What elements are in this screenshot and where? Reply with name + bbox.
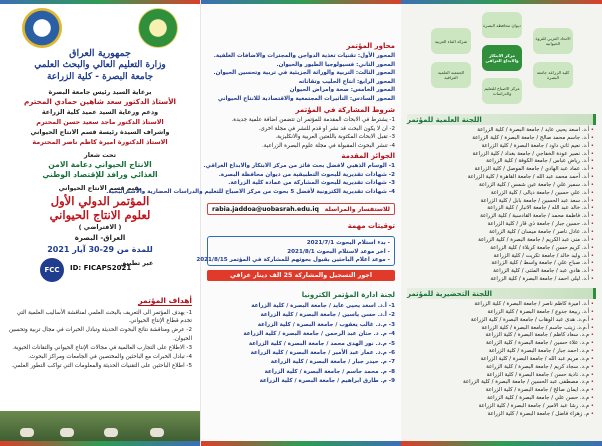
committee-member: 1- أ.د. اسعد يحيى عايد / جامعة البصرة / كلية الزراعة	[251, 303, 395, 309]
axis-item: المحور الثالث: التربية والوراثة الجزيئية في تربية وتحسين الحيوان.	[213, 70, 395, 77]
objective-item: 4- تبادل الخبرات مع الباحثين والمختصين في الجامعات ومراكز البحوث.	[28, 354, 192, 361]
committee-member: • أ.د. اسعد يحيى عايد / جامعة البصرة / كلية الزراعة	[409, 127, 594, 135]
contact-label: للاستفسار والمراسلة	[324, 205, 390, 213]
bottom-ribbon	[201, 441, 401, 446]
committee-member: • م.د. سعاد كاظم / جامعة البصرة / كلية الزراعة	[409, 332, 594, 340]
axes-title: محاور المؤتمر	[346, 42, 395, 50]
patronage-line: الاستاذ الدكتور ماجد سعيد حسن المحترم	[36, 118, 164, 126]
preparatory-committee-title: اللجنة التحضيرية للمؤتمر	[407, 288, 596, 299]
committee-member: • أ.م.د. زينب جاسم / جامعة البصرة / كلية الزراعة	[409, 325, 594, 333]
committee-member: • أ.د. ليلى احمد / جامعة البصرة / كلية الزراعة	[409, 276, 594, 284]
dates-title: توقيتات مهمة	[347, 222, 395, 230]
committee-member: • أ.د. علي حسين / جامعة ديالى / كلية الزراعة	[409, 190, 594, 198]
platform-label: عبر تطبيق	[120, 259, 154, 267]
award-item: 4- شهادات تقديرية الكترونية لأفضل 5 بحوث من مركز الاصباح للتعليم والدراسات الحضارية والاستراتيجية.	[106, 188, 395, 195]
objective-item: 2- عرض ومناقشة نتائج البحوث الحديثة وتبادل الخبرات في مجال تربية وتحسين الحيوان.	[8, 327, 192, 342]
objective-item: 1- يهدف المؤتمر الى التعريف بالبحث العلمي لمناقشة الأساليب العلمية التي تخدم قطاع الإنتاج الحيواني.	[16, 310, 192, 325]
committee-member: • أ.د. اميرة كاظم ناصر / جامعة البصرة / كلية الزراعة	[409, 301, 594, 309]
committee-member: • م.د. نادية حسن / جامعة البصرة / كلية الزراعة	[409, 372, 594, 380]
organizer: يقيم قسم الانتاج الحيواني	[58, 184, 142, 192]
partner-hex: الجمعية العلمية العراقية	[431, 62, 471, 88]
ministry-title: وزارة التعليم العالي والبحث العلمي	[34, 60, 166, 70]
conference-title: المؤتمر الدولي الأول	[50, 194, 150, 208]
patronage-line: واشراف السيدة رئيسة قسم الانتاج الحيواني	[30, 128, 170, 136]
top-ribbon	[201, 0, 401, 4]
committee-member: • أ.د. نصير عودة الخفاجي / جامعة بغداد / كلية الزراعة	[409, 151, 594, 159]
partner-hex: شركة الماء العربية	[431, 28, 471, 54]
committee-member: • أ.د. سمير علي / جامعة عين شمس / كلية الزراعة	[409, 182, 594, 190]
e-committee-title: لجنة ادارة المؤتمر الكترونيا	[301, 291, 395, 299]
top-ribbon	[0, 0, 200, 4]
award-item: 3- شهادات تقديرية للبحوث المشاركة من عمادة كلية الزراعة.	[228, 180, 395, 187]
committee-member: • أ.د. فاطمة محمد / جامعة القادسية / كلية الزراعة	[409, 213, 594, 221]
committee-member: • أ.د. منى عبد الكريم / جامعة البصرة / كلية الزراعة	[409, 237, 594, 245]
patronage-line: الأستاذ الدكتور سعد شاهين حمادي المحترم	[23, 97, 177, 106]
cow-icon	[150, 428, 164, 437]
committee-member: • أ.د. وليد خالد / جامعة تكريت / كلية الزراعة	[409, 253, 594, 261]
cow-icon	[60, 428, 74, 437]
bottom-ribbon	[401, 441, 602, 446]
fcc-logo-icon: FCC	[40, 258, 64, 282]
committee-member: • أ.د. جاسم محمد صالح / جامعة البصرة / كلية الزراعة	[409, 135, 594, 143]
registration-fee-banner: اجور التسجيل والمشاركة 25 الف دينار عراقي	[207, 270, 395, 281]
scientific-committee-list	[409, 127, 594, 284]
committee-member: • أ.د. عادل ناصر / جامعة ميسان / كلية الزراعة	[409, 229, 594, 237]
objective-item: 3- الاطلاع على التجارب العالمية في مجالات الإنتاج الحيواني والتقانات الحيوية.	[12, 344, 192, 351]
date-item: - اخر موعد لاستلام البحوث 2021/8/1	[287, 248, 390, 255]
committee-member: • أ.د. عماد عبد الهادي / جامعة الموصل / كلية الزراعة	[409, 166, 594, 174]
partner-hex: مركز الاصباح للتعليم والدراسات	[482, 78, 522, 104]
conference-dates: للمدة من 29-30 آيار 2021	[47, 245, 153, 254]
patronage-line: الاستاذ الدكتورة اميرة كاظم ناصر المحترمة	[32, 138, 168, 146]
partner-hex: الاتحاد العربي للثروة الحيوانية	[533, 28, 573, 54]
cover-panel	[0, 0, 200, 446]
committee-member: 7- م. حيدر جبار / جامعة البصرة / كلية الزراعة	[270, 359, 395, 366]
location: العراق- البصرة	[74, 234, 126, 242]
committee-member: • م.د. سجاد كريم / جامعة البصرة / كلية الزراعة	[409, 364, 594, 372]
committee-member: • م.د. علاء حسين / جامعة البصرة / كلية الزراعة	[409, 340, 594, 348]
conditions-title: شروط المشاركة في المؤتمر	[295, 106, 395, 114]
objectives-title: أهداف المؤتمر	[138, 296, 192, 305]
partner-hex: ديوان محافظة البصرة	[482, 12, 522, 38]
committee-member: • أ.د. حسين جبار / جامعة ذي قار / كلية الزراعة	[409, 221, 594, 229]
livestock-photo	[0, 411, 200, 441]
date-item: - موعد اعلام الباحثين بقبول بحوثهم للمشاركة في المؤتمر 2021/8/15	[196, 257, 390, 264]
axis-item: المحور الأول: تقنيات تغذية الدواجن والمجترات والاضافات العلفية.	[213, 53, 395, 59]
committee-member: 9- م. طارق ابراهيم / جامعة البصرة / كلية الزراعة	[259, 378, 395, 385]
committee-member: 3- م.د. غالب يعقوب / جامعة البصرة / كلية الزراعة	[257, 321, 395, 328]
axis-item: المحور الرابع: انتاج الحليب وتقاناته	[298, 78, 395, 85]
condition-item: 4- تنشر البحوث المقبولة في مجلة علوم البصرة الزراعية.	[262, 142, 395, 149]
committee-member: • أ.د. رياض عباس / جامعة الكوفة / كلية الزراعة	[409, 158, 594, 166]
conditions-list	[207, 116, 395, 150]
bottom-ribbon	[0, 441, 200, 446]
committee-member: 2- أ.د. حسن ياسين / جامعة البصرة / كلية الزراعة	[260, 312, 395, 319]
partner-hex: كلية الزراعة جامعة البصرة	[533, 62, 573, 88]
slogan-line: الغذائي ورافد للإقتصاد الوطني	[42, 170, 158, 179]
republic-title: جمهورية العراق	[69, 48, 131, 59]
committee-member: • م.د. مريم عبد الله / جامعة البصرة / كلية الزراعة	[409, 356, 594, 364]
awards-list	[106, 162, 395, 196]
contact-email[interactable]: rabia.jaddoa@uobasrah.edu.iq	[212, 205, 319, 213]
meeting-id: ID: FICAPS2021	[70, 264, 132, 272]
condition-item: 1- يشترط في الابحاث المقدمة للمؤتمر ان تتضمن اضافة علمية جديدة.	[231, 117, 395, 123]
slogan-block	[6, 150, 194, 193]
axis-item: المحور الثاني: فسيولوجيا الطيور والحيوان.	[276, 61, 395, 68]
committee-member: • أ.م.د. هدى عبد الوهاب / جامعة البصرة / كلية الزراعة	[409, 317, 594, 325]
axis-item: المحور السادس: التأثيرات المجتمعية والاقتصادية للانتاج الحيواني	[217, 95, 395, 102]
contact-box	[207, 203, 395, 215]
committee-member: • أ.د. أحمد محمد عبد الله / جامعة القاهرة / كلية الزراعة	[409, 174, 594, 182]
committee-member: • م.د. ايمان صالح / جامعة البصرة / كلية الزراعة	[409, 387, 594, 395]
committee-member: • أ.د. هادي عبد / جامعة المثنى / كلية الزراعة	[409, 268, 594, 276]
patronage-line: برعاية السيد رئيس جامعة البصرة	[48, 88, 152, 96]
preparatory-committee-list	[409, 301, 594, 419]
axes-list	[207, 52, 395, 104]
award-item: 1- الوسام الذهبي لافضل بحث فائز من مركز الابتكار والابداع العراقي.	[203, 163, 395, 169]
committee-member: 4- م. د. حنان عبد الرحمن / جامعة البصرة / كلية الزراعة	[243, 331, 395, 338]
scientific-committee-title: اللجنة العلمية للمؤتمر	[407, 114, 596, 125]
cow-icon	[20, 428, 34, 437]
axis-item: المحور الخامس: صحة وامراض الحيوان	[289, 87, 395, 94]
award-item: 2- شهادات تقديرية للبحوث التطبيقية من ديوان محافظة البصرة.	[218, 171, 395, 178]
committee-member: • أ.د. سعد عبد الحسين / جامعة بابل / كلية الزراعة	[409, 198, 594, 206]
virtual-label: ( الافتراضي )	[78, 223, 122, 231]
committee-member: 6- م.د. عمار عبد الأمير / جامعة البصرة / كلية الزراعة	[250, 350, 395, 357]
committee-member: • م. زهراء فاضل / جامعة البصرة / كلية الزراعة	[409, 411, 594, 419]
objectives-list	[8, 309, 192, 371]
dates-list	[196, 239, 390, 265]
committees-panel	[401, 0, 602, 446]
awards-title: الجوائز المقدمة	[341, 152, 395, 160]
committee-member: • أ.د. نعيم ثاني داود / جامعة البصرة / كلية الزراعة	[409, 143, 594, 151]
dates-box	[196, 236, 395, 266]
top-ribbon	[401, 0, 602, 4]
patronage-line: ودعم ورعاية السيد عميد كلية الزراعة	[41, 108, 159, 116]
slogan-line: الانتاج الحيواني دعامة الامن	[48, 160, 152, 169]
committee-member: • أ.د. صباح علي / جامعة واسط / كلية الزراعة	[409, 260, 594, 268]
condition-item: 3- تقبل الابحاث المكتوبة باللغتين العربية والانكليزية.	[275, 134, 395, 141]
condition-item: 2- ان لا يكون البحث قد نشر او قدم للنشر في مجلة اخرى.	[258, 125, 395, 132]
conference-subtitle: لعلوم الانتاج الحيواني	[49, 208, 151, 222]
committee-member: 8- م. محمد جاسم / جامعة البصرة / كلية الزراعة	[264, 368, 395, 375]
college-logo-icon	[138, 8, 178, 48]
cow-icon	[104, 428, 118, 437]
committee-member: • م.د. مصطفى عبد الحسين / جامعة البصرة / كلية الزراعة	[409, 379, 594, 387]
committee-member: • أ.د. كريم حسن / جامعة كربلاء / كلية الزراعة	[409, 245, 594, 253]
slogan-intro: تحت شعار	[84, 151, 116, 159]
committee-member: • م.د. حسن علي / جامعة البصرة / كلية الزراعة	[409, 395, 594, 403]
university-title: جامعة البصرة - كلية الزراعة	[46, 72, 154, 82]
committee-member: • م.د. احمد جبار / جامعة البصرة / كلية الزراعة	[409, 348, 594, 356]
committee-member: 5- م.د. نور الهدى محمد / جامعة البصرة / كلية الزراعة	[248, 340, 395, 347]
e-committee-list	[207, 302, 395, 387]
committee-member: • أ.د. ربيعة جدوع / جامعة البصرة / كلية الزراعة	[409, 309, 594, 317]
date-item: - بدء استلام البحوث 2021/7/1	[306, 240, 390, 246]
partners-diagram	[415, 8, 589, 108]
committee-member: • م.د. رشا عبد الامير / جامعة البصرة / كلية الزراعة	[409, 403, 594, 411]
university-seal-icon	[22, 8, 62, 48]
committee-member: • أ.د. خالد عبد الله / جامعة الانبار / كلية الزراعة	[409, 205, 594, 213]
patronage-block	[6, 87, 194, 147]
partner-center: مركز الابتكار والابداع العراقي	[482, 45, 522, 71]
objective-item: 5- اطلاع الباحثين على التقنيات الحديثة والمعلومات التي تواكب التطور العلمي.	[11, 363, 192, 370]
